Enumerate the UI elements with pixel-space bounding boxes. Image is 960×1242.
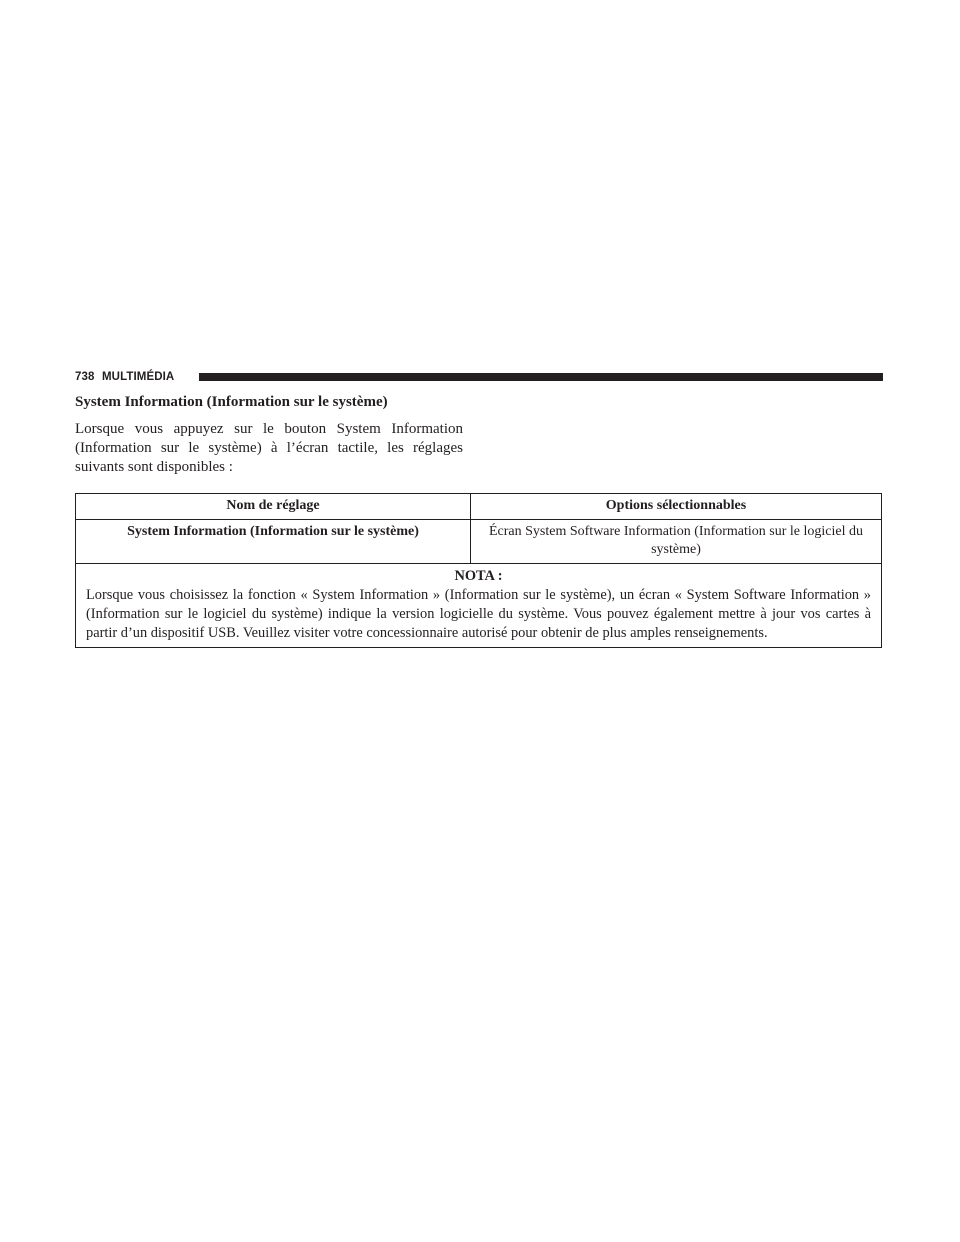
column-header-setting-name: Nom de réglage [76,494,471,520]
note-cell [76,564,882,648]
column-header-options: Options sélectionnables [471,494,882,520]
setting-name-cell: System Information (Information sur le système) [76,520,471,564]
section-title: System Information (Information sur le système) [75,394,388,410]
settings-table [75,493,882,648]
page-header [75,368,883,386]
note-label: NOTA : [454,568,503,584]
page-number: 738 [75,371,95,383]
note-text: Lorsque vous choisissez la fonction « System Information » (Information sur le système), un écran « System Software Information » (Information sur le logiciel du système) indique la version logicielle du système. Vous pouvez également mettre à jour vos cartes à partir d’un dispositif USB. Veuillez visiter votre concessionnaire autorisé pour obtenir de plus amples renseignements. [86,587,871,641]
header-rule [199,373,883,381]
intro-paragraph: Lorsque vous appuyez sur le bouton System Information (Information sur le système) à l’écran tactile, les réglages suivants sont disponibles : [75,421,463,475]
table-header-row [76,494,882,520]
table-row [76,520,882,564]
note-row [76,564,882,648]
section-name: MULTIMÉDIA [102,371,175,383]
setting-options-cell: Écran System Software Information (Information sur le logiciel du système) [471,520,882,564]
